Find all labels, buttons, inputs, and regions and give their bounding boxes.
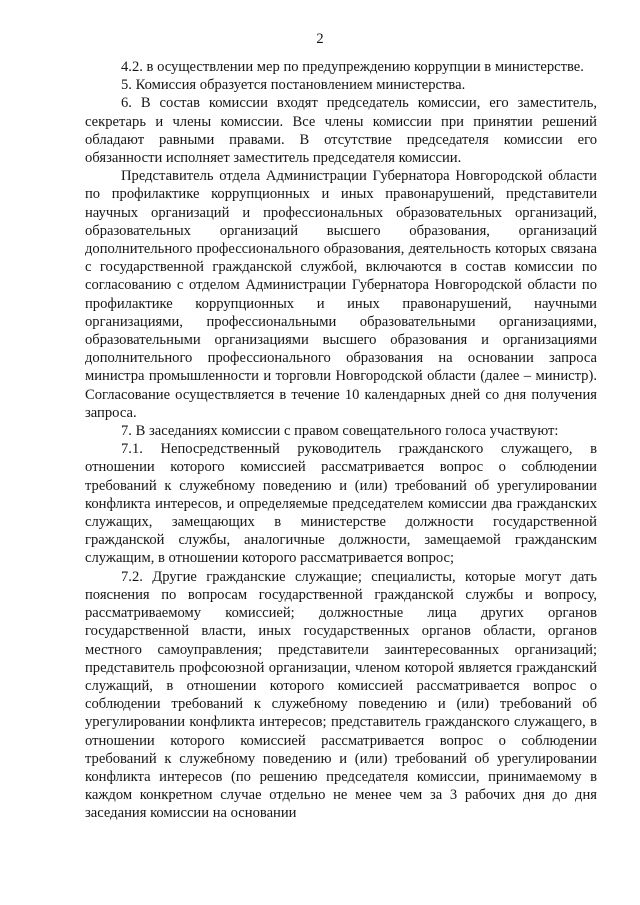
- page-number: 2: [316, 31, 324, 47]
- paragraph-7-2: 7.2. Другие гражданские служащие; специалисты, которые могут дать пояснения по вопросам государственной гражданской службы и вопросу, рассматриваемому комиссией; должностные лица других органов государственной власти, иных государственных органов области, органов местного самоуправления; представители заинтересованных организаций; представитель профсоюзной организации, членом которой является гражданский служащий, в отношении которого комиссией рассматривается вопрос о соблюдении требований к служебному поведению и (или) требований об урегулировании конфликта интересов; представитель гражданского служащего, в отношении которого комиссией рассматривается вопрос о соблюдении требований к служебному поведению и (или) требований об урегулировании конфликта интересов (по решению председателя комиссии, принимаемому в каждом конкретном случае отдельно не менее чем за 3 рабочих дня до дня заседания комиссии на основании: [85, 568, 597, 822]
- paragraph-7: 7. В заседаниях комиссии с правом совещательного голоса участвуют:: [121, 423, 559, 440]
- document-body: [85, 58, 597, 823]
- paragraph-7-1: 7.1. Непосредственный руководитель гражданского служащего, в отношении которого комиссией рассматривается вопрос о соблюдении требований к служебному поведению и (или) требований об урегулировании конфликта интересов, и определяемые председателем комиссии два гражданских служащих, замещающих в министерстве должности государственной гражданской службы, аналогичные должности, замещаемой гражданским служащим, в отношении которого рассматривается вопрос;: [85, 441, 597, 567]
- paragraph-6: 6. В состав комиссии входят председатель комиссии, его заместитель, секретарь и члены комиссии. Все члены комиссии при принятии решений обладают равными правами. В отсутствие председателя комиссии его обязанности исполняет заместитель председателя комиссии.: [85, 95, 597, 167]
- paragraph-5: 5. Комиссия образуется постановлением министерства.: [121, 77, 466, 94]
- paragraph-4-2: 4.2. в осуществлении мер по предупреждению коррупции в министерстве.: [121, 59, 584, 75]
- paragraph-6-representatives: Представитель отдела Администрации Губернатора Новгородской области по профилактике коррупционных и иных правонарушений, представители научных организаций и профессиональных образовательных организаций, образовательных организаций высшего образования, организаций дополнительного профессионального образования, деятельность которых связана с государственной гражданской службой, включаются в состав комиссии по согласованию с отделом Администрации Губернатора Новгородской области по профилактике коррупционных и иных правонарушений, научными организациями, профессиональными образовательными организациями, образовательными организациями высшего образования и организациями дополнительного профессионального образования на основании запроса министра промышленности и торговли Новгородской области (далее – министр). Согласование осуществляется в течение 10 календарных дней со дня получения запроса.: [85, 168, 597, 421]
